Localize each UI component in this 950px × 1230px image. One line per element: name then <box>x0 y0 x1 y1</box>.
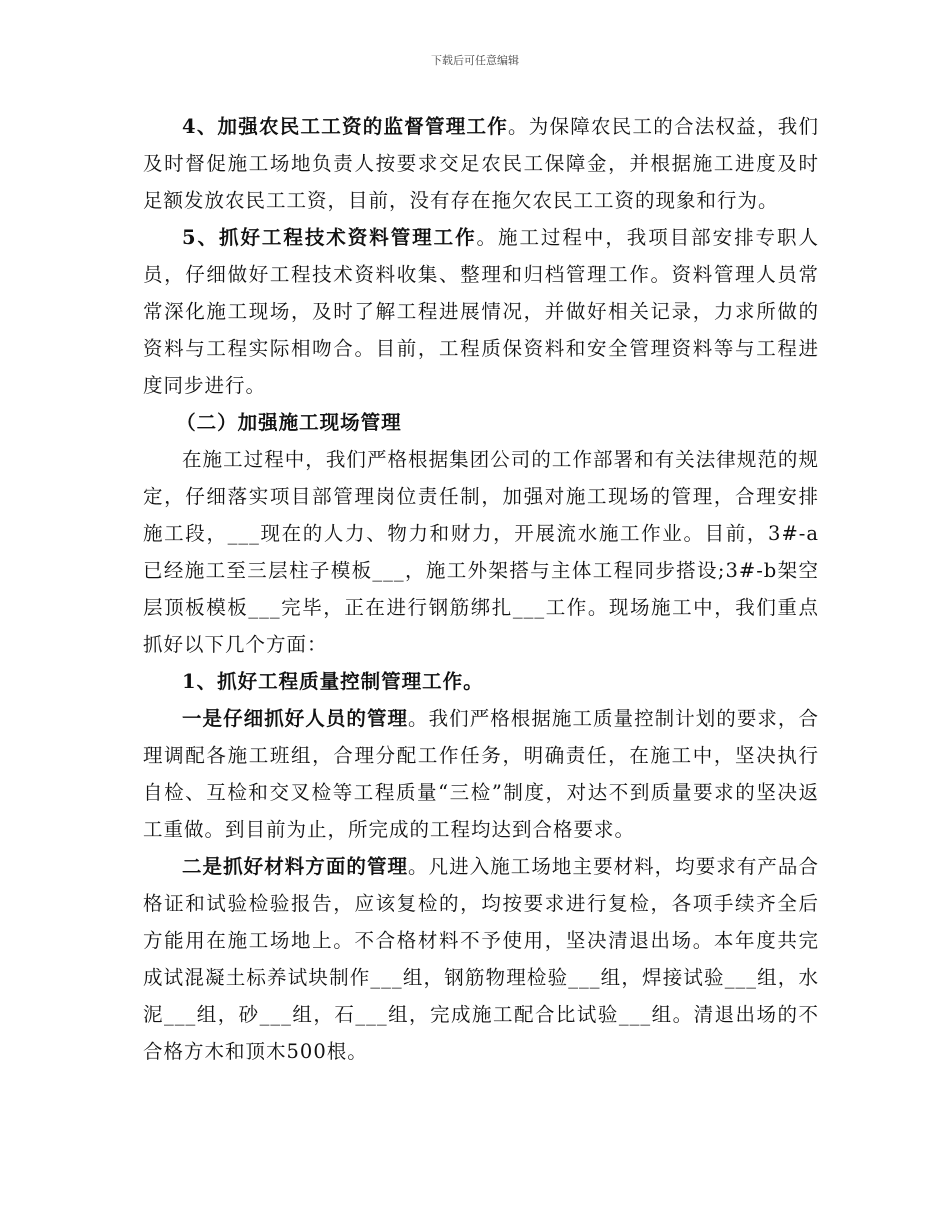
subheading-quality-control <box>143 663 819 700</box>
subheading: 1、抓好工程质量控制管理工作。 <box>182 670 484 693</box>
paragraph-heading: 一是仔细抓好人员的管理 <box>182 707 409 730</box>
paragraph-text: 在施工过程中，我们严格根据集团公司的工作部署和有关法律规范的规定，仔细落实项目部管理岗位责任制，加强对施工现场的管理，合理安排施工段，___现在的人力、物力和财力，开展流水施工作业。目前，3#-a已经施工至三层柱子模板___，施工外架搭与主体工程同步搭设;3#-b架空层顶板模板___完毕，正在进行钢筋绑扎___工作。现场施工中，我们重点抓好以下几个方面： <box>143 448 819 656</box>
paragraph-heading: 二是抓好材料方面的管理 <box>182 855 409 878</box>
paragraph-technical-records <box>143 219 819 404</box>
paragraph-text: 。施工过程中，我项目部安排专职人员，仔细做好工程技术资料收集、整理和归档管理工作。资料管理人员常常深化施工现场，及时了解工程进展情况，并做好相关记录，力求所做的资料与工程实际相吻合。目前，工程质保资料和安全管理资料等与工程进度同步进行。 <box>143 226 819 397</box>
paragraph-text: 。我们严格根据施工质量控制计划的要求，合理调配各施工班组，合理分配工作任务，明确责任，在施工中，坚决执行自检、互检和交叉检等工程质量“三检”制度，对达不到质量要求的坚决返工重做。到目前为止，所完成的工程均达到合格要求。 <box>143 707 819 841</box>
paragraph-wage-supervision <box>143 108 819 219</box>
paragraph-personnel-management <box>143 700 819 848</box>
paragraph-text: 。凡进入施工场地主要材料，均要求有产品合格证和试验检验报告，应该复检的，均按要求进行复检，各项手续齐全后方能用在施工场地上。不合格材料不予使用，坚决清退出场。本年度共完成试混凝土标养试块制作___组，钢筋物理检验___组，焊接试验___组，水泥___组，砂___组，石___组，完成施工配合比试验___组。清退出场的不合格方木和顶木500根。 <box>143 855 819 1063</box>
paragraph-material-management <box>143 848 819 1070</box>
page-header: 下载后可任意编辑 <box>431 54 519 67</box>
paragraph-heading: 4、加强农民工工资的监督管理工作 <box>182 115 509 138</box>
section-heading: （二）加强施工现场管理 <box>176 411 402 434</box>
document-body <box>143 108 819 1070</box>
paragraph-text: 。为保障农民工的合法权益，我们及时督促施工场地负责人按要求交足农民工保障金，并根据施工进度及时足额发放农民工工资，目前，没有存在拖欠农民工工资的现象和行为。 <box>143 115 819 212</box>
paragraph-construction-process <box>143 441 819 663</box>
section-heading-site-management <box>143 404 819 441</box>
paragraph-heading: 5、抓好工程技术资料管理工作 <box>182 226 477 249</box>
